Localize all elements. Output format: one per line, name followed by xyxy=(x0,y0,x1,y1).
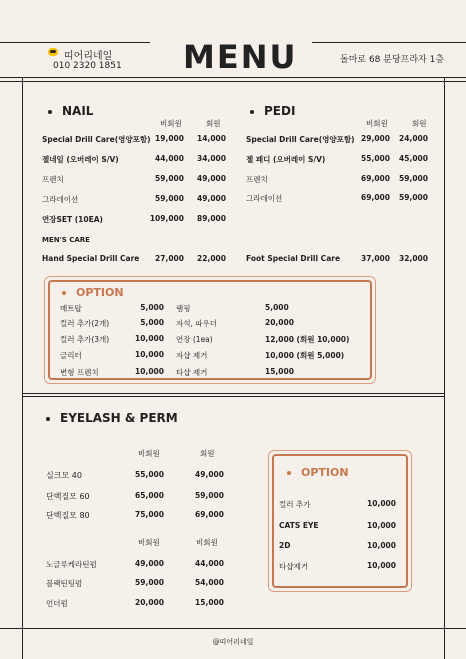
option-item-name: 자석, 파우더 xyxy=(176,319,217,328)
pedi-col-member: 회원 xyxy=(412,119,427,128)
eyelash-item-member: 59,000 xyxy=(195,491,224,500)
footer-line xyxy=(0,628,466,629)
option-item-price: 5,000 xyxy=(265,303,289,312)
section-divider xyxy=(22,393,444,394)
option2-item-name: 2D xyxy=(279,541,291,550)
option-item-price: 10,000 (회원 5,000) xyxy=(265,351,345,360)
pedi-item-name: 프렌치 xyxy=(246,175,268,184)
option-item-name: 자샵 제거 xyxy=(176,351,208,360)
perm-item-member: 54,000 xyxy=(195,578,224,587)
eyelash-col2-nonmember: 비회원 xyxy=(138,538,160,547)
nail-item-member: 14,000 xyxy=(197,134,226,143)
perm-item-member: 44,000 xyxy=(195,559,224,568)
option2-item-price: 10,000 xyxy=(367,541,396,550)
frame-left xyxy=(22,77,23,659)
option-item-price: 20,000 xyxy=(265,318,294,327)
nail-col-nonmember: 비회원 xyxy=(160,119,182,128)
eyelash-col2-member: 비회원 xyxy=(196,538,218,547)
pedi-item-name: Special Drill Care(영양포함) xyxy=(246,135,355,144)
frame-right xyxy=(444,77,445,659)
option-item-name: 연장 (1ea) xyxy=(176,335,213,344)
option2-item-name: 컬러 추가 xyxy=(279,500,311,509)
bullet-icon xyxy=(46,417,50,421)
option2-item-name: 타샵제거 xyxy=(279,562,308,571)
nail-item-name: 프렌치 xyxy=(42,175,64,184)
nail-item-name: 그라데이션 xyxy=(42,195,79,204)
section-divider-2 xyxy=(22,396,444,397)
nail-title: NAIL xyxy=(48,104,93,118)
option-item-price: 10,000 xyxy=(135,367,164,376)
eyelash-title: EYELASH & PERM xyxy=(46,411,178,425)
address: 돌마로 68 분당프라자 1층 xyxy=(340,55,445,65)
option2-title: OPTION xyxy=(287,466,349,479)
bullet-icon xyxy=(250,110,254,114)
header-bottom-line xyxy=(0,77,466,78)
option-item-price: 5,000 xyxy=(140,303,164,312)
eyelash-item-member: 69,000 xyxy=(195,510,224,519)
mens-left-name: Hand Special Drill Care xyxy=(42,254,140,263)
nail-item-nonmember: 19,000 xyxy=(155,134,184,143)
eyelash-item-name: 단백질모 60 xyxy=(46,492,90,501)
mens-right-nonmember: 37,000 xyxy=(361,254,390,263)
mens-care-title: MEN'S CARE xyxy=(42,236,90,244)
pedi-item-nonmember: 69,000 xyxy=(361,193,390,202)
option-item-name: 글리터 xyxy=(60,351,82,360)
bullet-icon xyxy=(287,471,291,475)
nail-item-name: Special Drill Care(영양포함) xyxy=(42,135,151,144)
option-item-name: 매트탑 xyxy=(60,304,82,313)
pedi-item-member: 59,000 xyxy=(399,174,428,183)
pedi-item-nonmember: 29,000 xyxy=(361,134,390,143)
nail-item-member: 89,000 xyxy=(197,214,226,223)
option-item-price: 10,000 xyxy=(135,334,164,343)
mens-left-nonmember: 27,000 xyxy=(155,254,184,263)
header-line-right xyxy=(312,42,466,43)
perm-item-nonmember: 20,000 xyxy=(135,598,164,607)
pedi-item-name: 그라데이션 xyxy=(246,194,283,203)
nail-col-member: 회원 xyxy=(206,119,221,128)
option-item-price: 12,000 (회원 10,000) xyxy=(265,335,350,344)
pedi-item-nonmember: 55,000 xyxy=(361,154,390,163)
pedi-item-member: 24,000 xyxy=(399,134,428,143)
nail-item-nonmember: 44,000 xyxy=(155,154,184,163)
option-item-price: 15,000 xyxy=(265,367,294,376)
phone-number: 010 2320 1851 xyxy=(53,61,122,71)
nail-item-member: 49,000 xyxy=(197,174,226,183)
pedi-item-nonmember: 69,000 xyxy=(361,174,390,183)
shop-name: 띠어리네일 xyxy=(64,51,113,62)
option-title: OPTION xyxy=(62,286,124,299)
option-item-name: 컬러 추가(2개) xyxy=(60,319,110,328)
option-item-price: 5,000 xyxy=(140,318,164,327)
option-item-name: 램핑 xyxy=(176,304,191,313)
pedi-item-name: 젤 패디 (오버레이 S/V) xyxy=(246,155,326,164)
option-item-name: 변형 프렌치 xyxy=(60,368,99,377)
option2-item-price: 10,000 xyxy=(367,521,396,530)
option-item-name: 타샵 제거 xyxy=(176,368,208,377)
pedi-item-member: 59,000 xyxy=(399,193,428,202)
eyelash-item-name: 실크모 40 xyxy=(46,471,82,480)
eyelash-item-nonmember: 55,000 xyxy=(135,470,164,479)
option2-item-name: CATS EYE xyxy=(279,521,319,530)
pedi-col-nonmember: 비회원 xyxy=(366,119,388,128)
bullet-icon xyxy=(62,291,66,295)
mens-right-member: 32,000 xyxy=(399,254,428,263)
perm-item-nonmember: 49,000 xyxy=(135,559,164,568)
pedi-item-member: 45,000 xyxy=(399,154,428,163)
option-item-price: 10,000 xyxy=(135,350,164,359)
option2-item-price: 10,000 xyxy=(367,499,396,508)
perm-item-name: 노글루케라틴펌 xyxy=(46,560,97,569)
eyelash-col-nonmember: 비회원 xyxy=(138,449,160,458)
perm-item-nonmember: 59,000 xyxy=(135,578,164,587)
perm-item-name: 블랙틴팅펌 xyxy=(46,579,83,588)
footer-handle: @띠어리네일 xyxy=(212,638,254,646)
bullet-icon xyxy=(48,110,52,114)
header-bottom-line-2 xyxy=(0,81,466,82)
option-item-name: 컬러 추가(3개) xyxy=(60,335,110,344)
page-title: MENU xyxy=(183,38,298,76)
header-line-left xyxy=(0,42,150,43)
eyelash-col-member: 회원 xyxy=(200,449,215,458)
eyelash-item-member: 49,000 xyxy=(195,470,224,479)
nail-item-nonmember: 59,000 xyxy=(155,174,184,183)
eyelash-item-nonmember: 65,000 xyxy=(135,491,164,500)
pedi-title: PEDI xyxy=(250,104,295,118)
perm-item-member: 15,000 xyxy=(195,598,224,607)
nail-item-nonmember: 59,000 xyxy=(155,194,184,203)
nail-item-nonmember: 109,000 xyxy=(149,214,184,223)
mens-right-name: Foot Special Drill Care xyxy=(246,254,341,263)
nail-item-name: 연장SET (10EA) xyxy=(42,215,103,224)
nail-item-member: 49,000 xyxy=(197,194,226,203)
eyelash-item-name: 단백질모 80 xyxy=(46,511,90,520)
nail-item-name: 젤네일 (오버레이 S/V) xyxy=(42,155,119,164)
option2-item-price: 10,000 xyxy=(367,561,396,570)
nail-item-member: 34,000 xyxy=(197,154,226,163)
perm-item-name: 언더펌 xyxy=(46,599,68,608)
mens-left-member: 22,000 xyxy=(197,254,226,263)
eyelash-item-nonmember: 75,000 xyxy=(135,510,164,519)
